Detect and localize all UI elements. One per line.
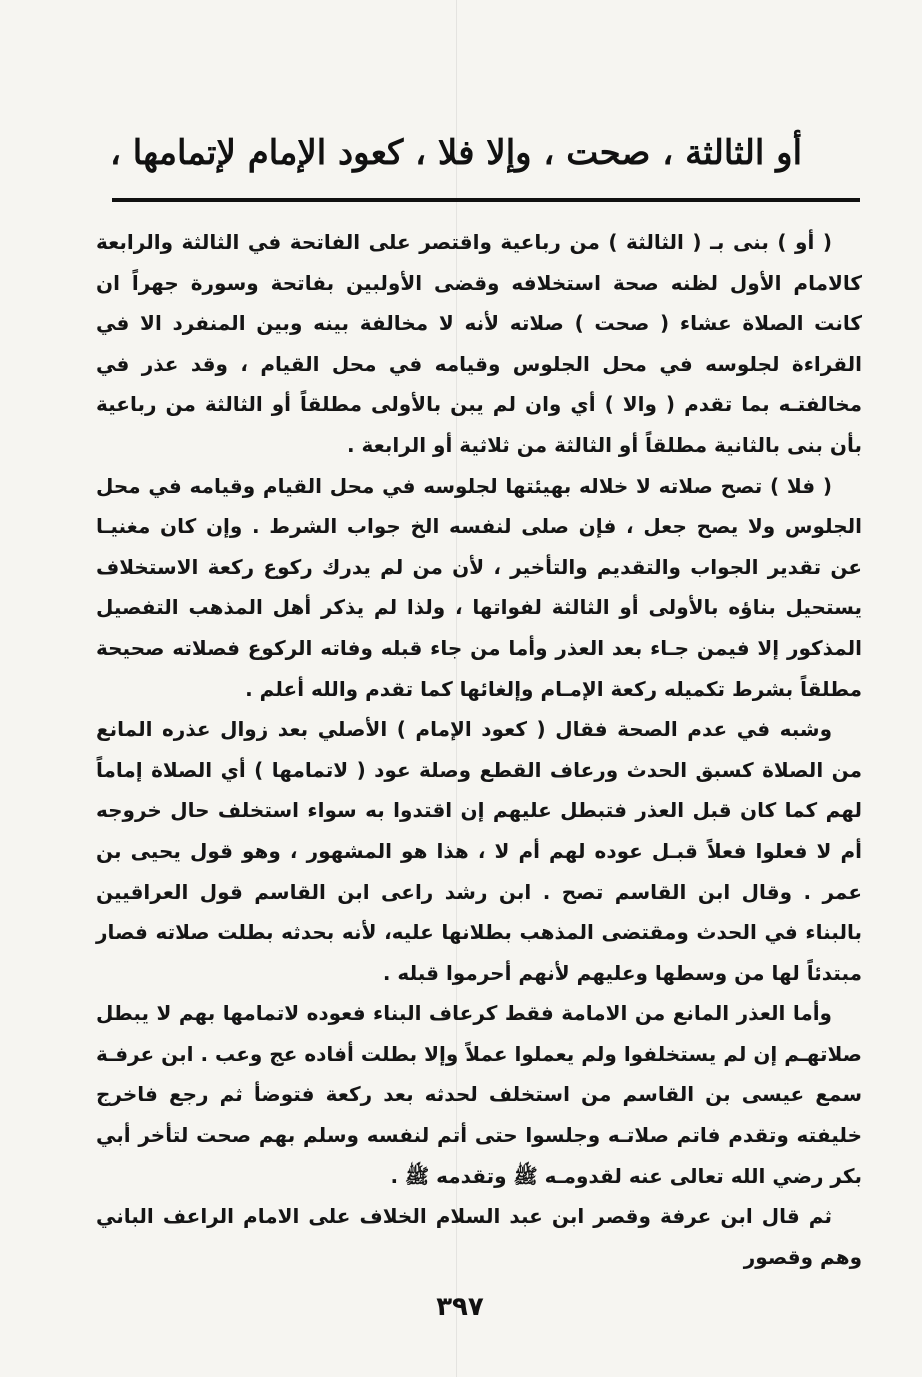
commentary-text <box>96 222 862 1277</box>
paragraph: ( أو ) بنى بـ ( الثالثة ) من رباعية واقتصر على الفاتحة في الثالثة والرابعة كالامام الأول لظنه صحة استخلافه وقضى الأولبين بفاتحة وسورة جهراً ان كانت الصلاة عشاء ( صحت ) صلاته لأنه لا مخالفة بينه وبين المنفرد الا في القراءة لجلوسه في محل الجلوس وقيامه في محل القيام ، وقد عذر في مخالفتـه بما تقدم ( والا ) أي وان لم يبن بالأولى مطلقاً أو الثالثة من رباعية بأن بنى بالثانية مطلقاً أو الثالثة من ثلاثية أو الرابعة . <box>96 230 862 457</box>
paragraph: وأما العذر المانع من الامامة فقط كرعاف البناء فعوده لاتمامها بهم لا يبطل صلاتهـم إن لم يستخلفوا ولم يعملوا عملاً وإلا بطلت أفاده عج وعب . ابن عرفـة سمع عيسى بن القاسم من استخلف لحدثه بعد ركعة فتوضأ ثم رجع فاخرج خليفته وتقدم فاتم صلاتـه وجلسوا حتى أتم لنفسه وسلم بهم صحت لتأخر أبي بكر رضي الله تعالى عنه لقدومـه ﷺ وتقدمه ﷺ . <box>96 1001 862 1188</box>
separator-rule <box>112 198 860 202</box>
matn-heading: أو الثالثة ، صحت ، وإلا فلا ، كعود الإمام لإتمامها ، <box>109 133 803 173</box>
paragraph: ( فلا ) تصح صلاته لا خلاله بهيئتها لجلوسه في محل القيام وقيامه في محل الجلوس ولا يصح جعل ، فإن صلى لنفسه الخ جواب الشرط . وإن كان مغنيـا عن تقدير الجواب والتقديم والتأخير ، لأن من لم يدرك ركوع ركعة الاستخلاف يستحيل بناؤه بالأولى أو الثالثة لفواتها ، ولذا لم يذكر أهل المذهب التفصيل المذكور إلا فيمن جـاء بعد العذر وأما من جاء قبله وفاته الركوع فصلاته صحيحة مطلقاً بشرط تكميله ركعة الإمـام وإلغائها كما تقدم والله أعلم . <box>96 473 862 701</box>
paragraph: ثم قال ابن عرفة وقصر ابن عبد السلام الخلاف على الامام الراعف الباني وهم وقصور <box>96 1204 862 1269</box>
page-number: ٣٩٧ <box>436 1292 484 1322</box>
paragraph: وشبه في عدم الصحة فقال ( كعود الإمام ) الأصلي بعد زوال عذره المانع من الصلاة كسبق الحدث ورعاف القطع وصلة عود ( لاتمامها ) أي الصلاة إماماً لهم كما كان قبل العذر فتبطل عليهم إن اقتدوا به سواء استخلف حال خروجه أم لا فعلوا فعلاً قبـل عوده لهم أم لا ، هذا هو المشهور ، وهو قول يحيى بن عمر . وقال ابن القاسم تصح . ابن رشد راعى ابن القاسم قول العراقيين بالبناء في الحدث ومقتضى المذهب بطلانها عليه، لأنه بحدثه بطلت صلاته فصار مبتدئاً لها من وسطها وعليهم لأنهم أحرموا قبله . <box>96 717 862 985</box>
